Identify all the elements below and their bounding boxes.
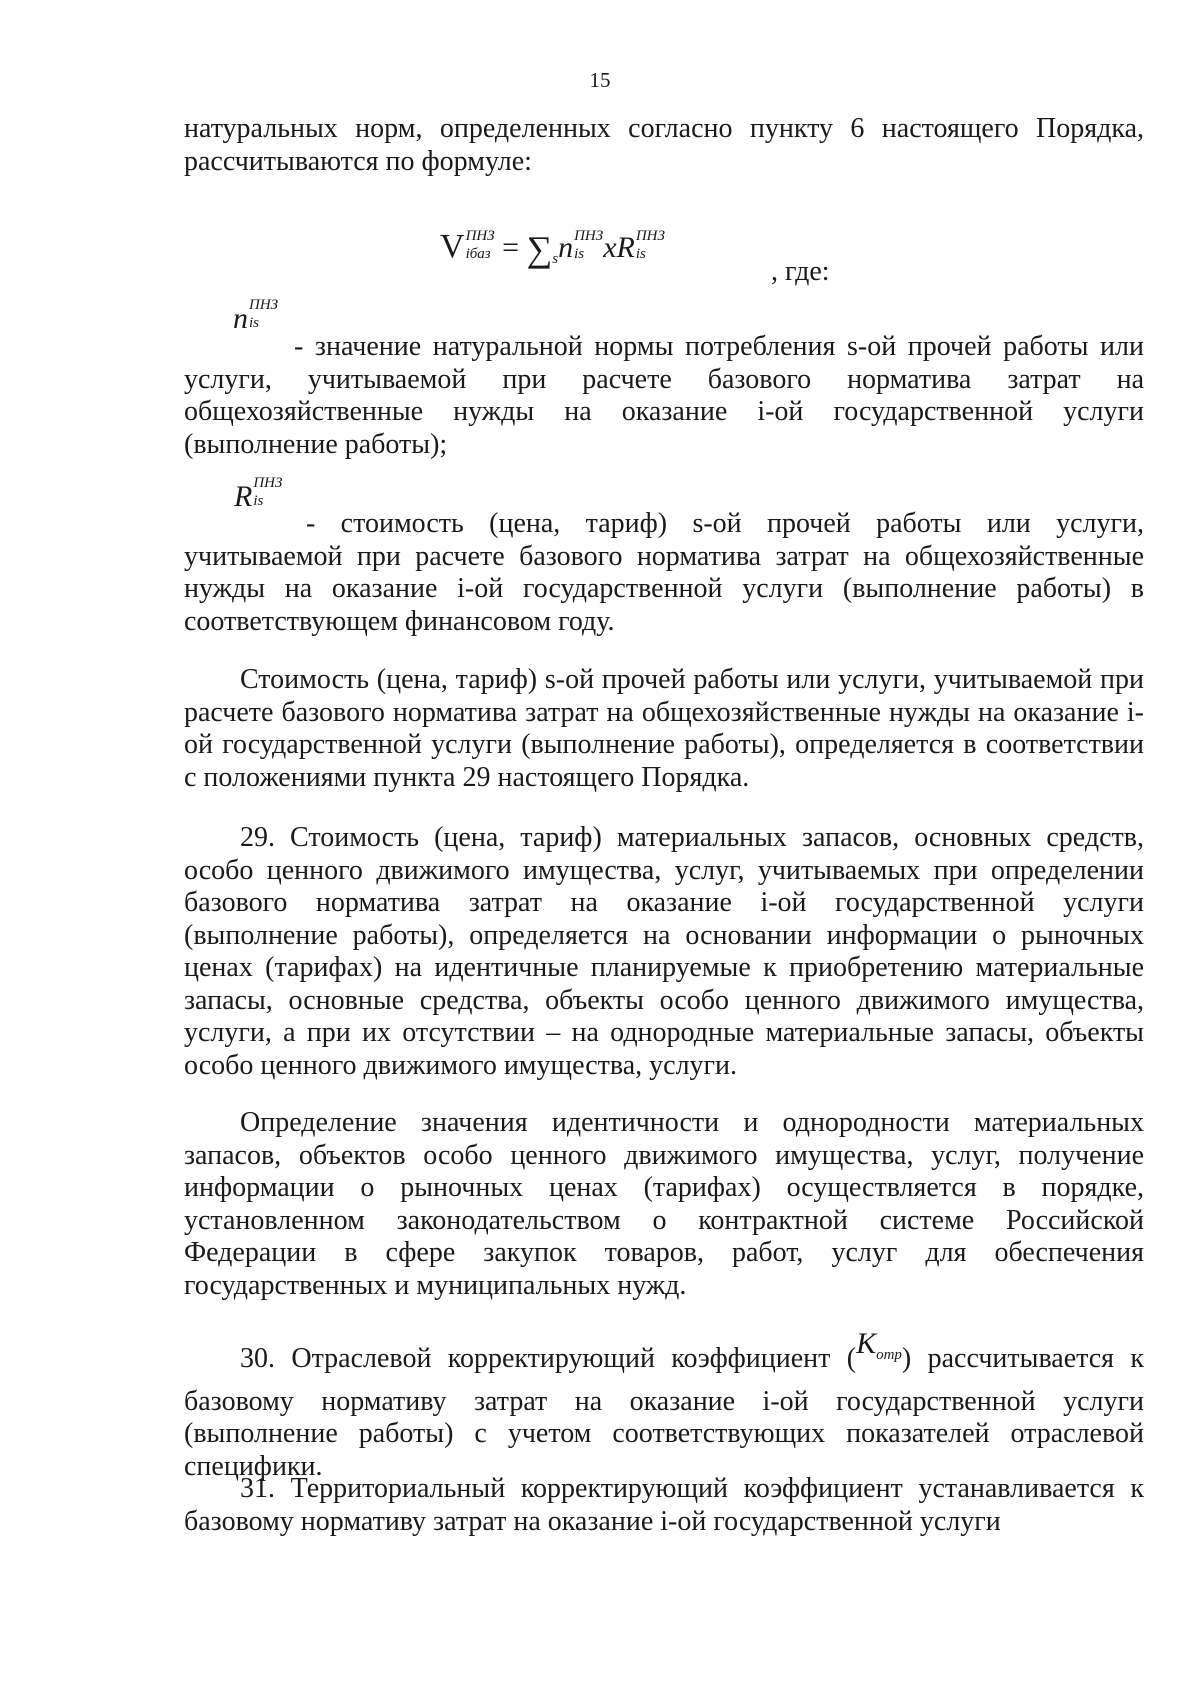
- formula-equals: =: [502, 231, 520, 264]
- def1-text: - значение натуральной нормы потребления s-ой прочей работы или услуги, учитываемой при расчете базового норматива затрат на общехозяйственные нужды на оказание i-ой государственной услуги (выполнение работы);: [184, 331, 1144, 460]
- def2-text: - стоимость (цена, тариф) s-ой прочей работы или услуги, учитываемой при расчете базового норматива затрат на общехозяйственные нужды на оказание i-ой государственной услуги (выполнение работы) в соответствующем финансовом году.: [184, 508, 1144, 637]
- formula-v-sub: iбаз: [465, 246, 491, 263]
- formula-r: R: [616, 231, 635, 264]
- formula: [440, 224, 900, 284]
- formula-sum-sub: s: [552, 251, 559, 267]
- def1-symbol-sub: is: [249, 315, 260, 332]
- paragraph-cost: Стоимость (цена, тариф) s-ой прочей работы или услуги, учитываемой при расчете базового норматива затрат на общехозяйственные нужды на оказание i-ой государственной услуги (выполнение работы), определяется в соответствии с положениями пункта 29 настоящего Порядка.: [184, 664, 1144, 793]
- formula-v: V: [440, 228, 465, 265]
- paragraph-29: 29. Стоимость (цена, тариф) материальных запасов, основных средств, особо ценного движимого имущества, услуг, учитываемых при определении базового норматива затрат на оказание i-ой государственной услуги (выполнение работы), определяется на основании информации о рыночных ценах (тарифах) на идентичные планируемые к приобретению материальные запасы, основные средства, объекты особо ценного движимого имущества, услуги, а при их отсутствии – на однородные материальные запасы, объекты особо ценного движимого имущества, услуги.: [184, 822, 1144, 1081]
- formula-r-sup: ПНЗ: [635, 228, 665, 245]
- intro-paragraph: натуральных норм, определенных согласно пункту 6 настоящего Порядка, рассчитываются по формуле:: [184, 113, 1144, 177]
- formula-n-sup: ПНЗ: [574, 228, 604, 245]
- def1-symbol-sup: ПНЗ: [249, 297, 279, 314]
- k-otr-letter: K: [856, 1327, 877, 1360]
- paragraph-31: 31. Территориальный корректирующий коэффициент устанавливается к базовому нормативу затрат на оказание i-ой государственной услуги: [184, 1473, 1144, 1537]
- formula-r-sub: is: [635, 246, 646, 263]
- def1-symbol-letter: n: [233, 302, 248, 335]
- formula-n: n: [558, 231, 574, 264]
- formula-v-sup: ПНЗ: [465, 228, 495, 245]
- paragraph-identity: Определение значения идентичности и однородности материальных запасов, объектов особо ценного движимого имущества, услуг, получение информации о рыночных ценах (тарифах) осуществляется в порядке, установленном законодательством о контрактной системе Российской Федерации в сфере закупок товаров, работ, услуг для обеспечения государственных и муниципальных нужд.: [184, 1107, 1144, 1301]
- paragraph-30: [184, 1327, 1144, 1483]
- page-number: 15: [589, 68, 611, 92]
- def2-symbol-sub: is: [253, 493, 264, 510]
- k-otr-sub: отр: [876, 1347, 902, 1363]
- formula-where: , где:: [771, 256, 830, 287]
- def2-symbol-sup: ПНЗ: [253, 475, 283, 492]
- k-otr-symbol: [856, 1327, 902, 1363]
- formula-sum: ∑: [526, 229, 553, 269]
- formula-n-sub: is: [574, 246, 585, 263]
- paragraph-30-before: 30. Отраслевой корректирующий коэффициент (: [240, 1343, 857, 1374]
- paragraph-30-after: ) рассчитывается к базовому нормативу затрат на оказание i-ой государственной услуги (выполнение работы) с учетом соответствующих показателей отраслевой специфики.: [184, 1343, 1144, 1482]
- def2-symbol-letter: R: [234, 480, 253, 513]
- formula-x: x: [603, 231, 617, 264]
